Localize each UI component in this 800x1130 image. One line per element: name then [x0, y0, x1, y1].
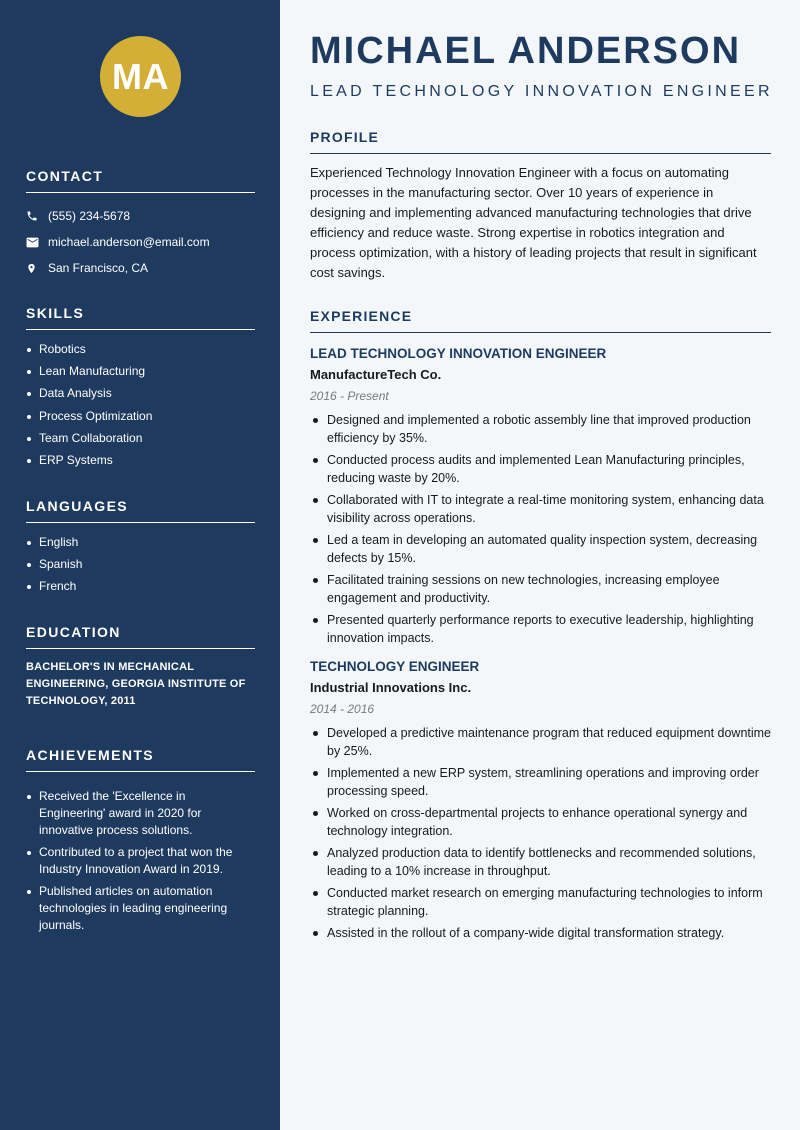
- main-content: [280, 0, 800, 1130]
- candidate-name: MICHAEL ANDERSON: [310, 30, 742, 72]
- job-bullet: Led a team in developing an automated quality inspection system, decreasing defects by 15%.: [310, 531, 771, 567]
- job-bullet: Assisted in the rollout of a company-wide digital transformation strategy.: [310, 924, 771, 942]
- job-entry: [310, 346, 771, 647]
- achievement-item: Contributed to a project that won the Industry Innovation Award in 2019.: [26, 844, 255, 878]
- avatar: [100, 36, 181, 117]
- languages-list: [26, 534, 255, 595]
- candidate-role: LEAD TECHNOLOGY INNOVATION ENGINEER: [310, 83, 773, 100]
- location-pin-icon: [26, 262, 48, 275]
- job-company: ManufactureTech Co.: [310, 367, 442, 382]
- job-bullet: Collaborated with IT to integrate a real-time monitoring system, enhancing data visibility across operations.: [310, 491, 771, 527]
- skill-item: Data Analysis: [26, 385, 255, 402]
- achievements-list: [26, 788, 255, 934]
- job-bullet: Developed a predictive maintenance program that reduced equipment downtime by 25%.: [310, 724, 771, 760]
- job-bullet: Facilitated training sessions on new technologies, increasing employee engagement and productivity.: [310, 571, 771, 607]
- skill-item: ERP Systems: [26, 452, 255, 469]
- skill-item: Process Optimization: [26, 408, 255, 425]
- contact-email-text: michael.anderson@email.com: [48, 235, 210, 249]
- avatar-initials: MA: [112, 55, 169, 97]
- contact-email[interactable]: [26, 229, 255, 255]
- experience-section: [310, 308, 771, 946]
- languages-section: [26, 498, 255, 601]
- contact-phone-text: (555) 234-5678: [48, 209, 131, 223]
- job-title: LEAD TECHNOLOGY INNOVATION ENGINEER: [310, 346, 607, 361]
- language-item: English: [26, 534, 255, 551]
- email-icon: [26, 237, 48, 248]
- profile-heading: PROFILE: [310, 129, 771, 154]
- job-bullets: [310, 411, 771, 647]
- job-bullet: Analyzed production data to identify bottlenecks and recommended solutions, leading to a 10% increase in throughput.: [310, 844, 771, 880]
- profile-text: Experienced Technology Innovation Engineer with a focus on automating processes in the manufacturing sector. Over 10 years of experience in designing and implementing advanced manufacturing technologies that drive efficiency and reduce waste. Strong expertise in robotics integration and process optimization, with a history of leading projects that result in significant cost savings.: [310, 165, 757, 280]
- job-title: TECHNOLOGY ENGINEER: [310, 659, 480, 674]
- job-dates: 2014 - 2016: [310, 702, 375, 716]
- job-bullet: Worked on cross-departmental projects to enhance operational synergy and technology integration.: [310, 804, 771, 840]
- skill-item: Robotics: [26, 341, 255, 358]
- job-bullets: [310, 724, 771, 942]
- education-entry: BACHELOR'S IN MECHANICAL ENGINEERING, GEORGIA INSTITUTE OF TECHNOLOGY, 2011: [26, 661, 246, 707]
- achievement-item: Received the 'Excellence in Engineering' award in 2020 for innovative process solutions.: [26, 788, 255, 839]
- job-bullet: Presented quarterly performance reports to executive leadership, highlighting innovation impacts.: [310, 611, 771, 647]
- job-dates: 2016 - Present: [310, 389, 389, 403]
- contact-phone[interactable]: [26, 203, 255, 229]
- skills-section: [26, 305, 255, 474]
- job-bullet: Conducted process audits and implemented Lean Manufacturing principles, reducing waste by 20%.: [310, 451, 771, 487]
- phone-icon: [26, 210, 48, 222]
- achievement-item: Published articles on automation technologies in leading engineering journals.: [26, 883, 255, 934]
- skill-item: Lean Manufacturing: [26, 363, 255, 380]
- education-heading: EDUCATION: [26, 624, 255, 649]
- education-section: [26, 624, 255, 710]
- job-entry: [310, 659, 771, 942]
- language-item: French: [26, 578, 255, 595]
- skills-heading: SKILLS: [26, 305, 255, 330]
- contact-section: [26, 168, 255, 281]
- skill-item: Team Collaboration: [26, 430, 255, 447]
- job-company: Industrial Innovations Inc.: [310, 680, 472, 695]
- sidebar: [0, 0, 280, 1130]
- skills-list: [26, 341, 255, 469]
- contact-location: [26, 255, 255, 281]
- job-bullet: Implemented a new ERP system, streamlining operations and improving order processing speed.: [310, 764, 771, 800]
- languages-heading: LANGUAGES: [26, 498, 255, 523]
- experience-heading: EXPERIENCE: [310, 308, 771, 333]
- achievements-section: [26, 747, 255, 939]
- achievements-heading: ACHIEVEMENTS: [26, 747, 255, 772]
- contact-heading: CONTACT: [26, 168, 255, 193]
- profile-section: [310, 129, 771, 283]
- language-item: Spanish: [26, 556, 255, 573]
- job-bullet: Designed and implemented a robotic assembly line that improved production efficiency by 35%.: [310, 411, 771, 447]
- contact-location-text: San Francisco, CA: [48, 261, 149, 275]
- job-bullet: Conducted market research on emerging manufacturing technologies to inform strategic planning.: [310, 884, 771, 920]
